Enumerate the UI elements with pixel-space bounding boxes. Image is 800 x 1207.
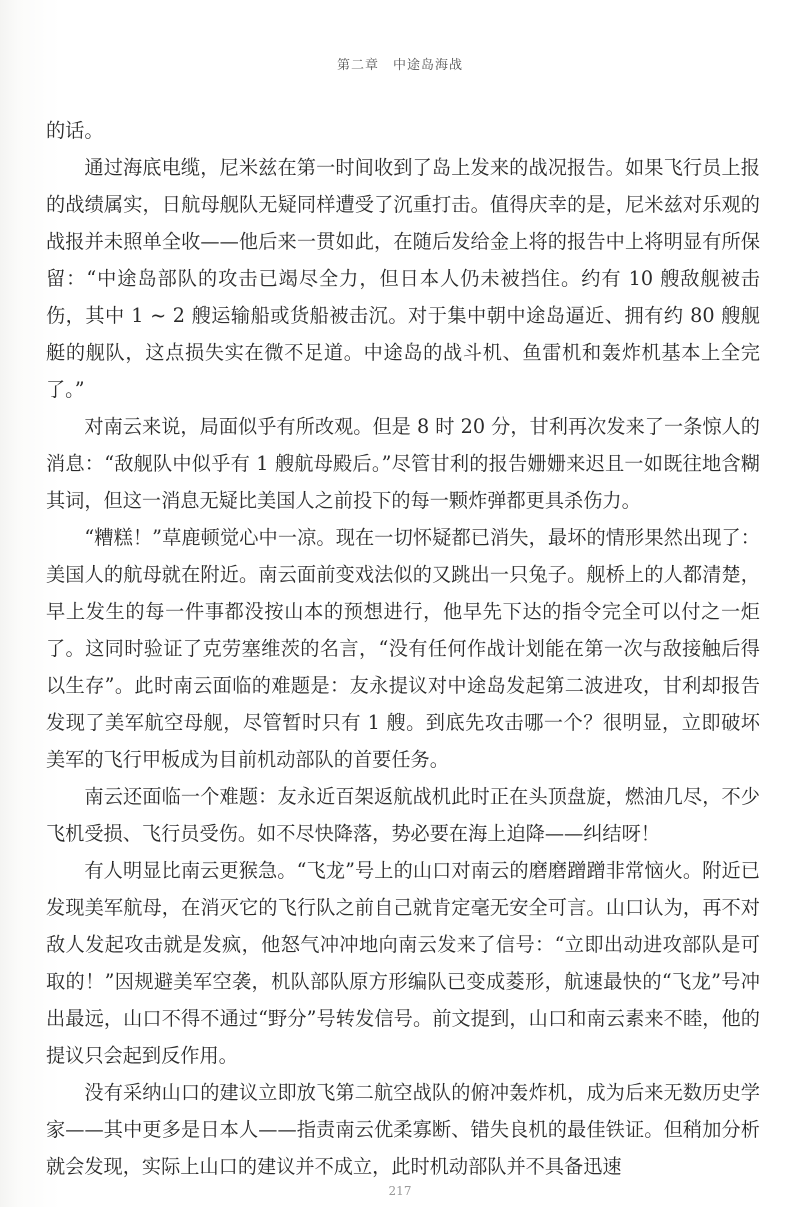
- paragraph: 通过海底电缆，尼米兹在第一时间收到了岛上发来的战况报告。如果飞行员上报的战绩属实，日航母舰队无疑同样遭受了沉重打击。值得庆幸的是，尼米兹对乐观的战报并未照单全收——他后来一贯如此，在随后发给金上将的报告中上将明显有所保留：“中途岛部队的攻击已竭尽全力，但日本人仍未被挡住。约有 10 艘敌舰被击伤，其中 1 ~ 2 艘运输船或货船被击沉。对于集中朝中途岛逼近、拥有约 80 艘舰艇的舰队，这点损失实在微不足道。中途岛的战斗机、鱼雷机和轰炸机基本上全完了。”: [46, 156, 760, 401]
- paragraph: 没有采纳山口的建议立即放飞第二航空战队的俯冲轰炸机，成为后来无数历史学家——其中更多是日本人——指责南云优柔寡断、错失良机的最佳铁证。但稍加分析就会发现，实际上山口的建议并不成立，此时机动部队并不具备迅速: [46, 1081, 760, 1178]
- body-text: [46, 112, 760, 1185]
- paragraph: “糟糕！”草鹿顿觉心中一凉。现在一切怀疑都已消失，最坏的情形果然出现了：美国人的航母就在附近。南云面前变戏法似的又跳出一只兔子。舰桥上的人都清楚，早上发生的每一件事都没按山本的预想进行，他早先下达的指令完全可以付之一炬了。这同时验证了克劳塞维茨的名言，“没有任何作战计划能在第一次与敌接触后得以生存”。此时南云面临的难题是：友永提议对中途岛发起第二波进攻，甘利却报告发现了美军航空母舰，尽管暂时只有 1 艘。到底先攻击哪一个？很明显，立即破坏美军的飞行甲板成为目前机动部队的首要任务。: [46, 526, 760, 771]
- paragraph: 对南云来说，局面似乎有所改观。但是 8 时 20 分，甘利再次发来了一条惊人的消息：“敌舰队中似乎有 1 艘航母殿后。”尽管甘利的报告姗姗来迟且一如既往地含糊其词，但这一消息无疑比美国人之前投下的每一颗炸弹都更具杀伤力。: [46, 415, 760, 512]
- page-number: 217: [388, 1184, 412, 1198]
- paragraph-continuation: 的话。: [46, 119, 104, 142]
- paragraph: 有人明显比南云更猴急。“飞龙”号上的山口对南云的磨磨蹭蹭非常恼火。附近已发现美军航母，在消灭它的飞行队之前自己就肯定毫无安全可言。山口认为，再不对敌人发起攻击就是发疯，他怒气冲冲地向南云发来了信号：“立即出动进攻部队是可取的！”因规避美军空袭，机队部队原方形编队已变成菱形，航速最快的“飞龙”号冲出最远，山口不得不通过“野分”号转发信号。前文提到，山口和南云素来不睦，他的提议只会起到反作用。: [46, 859, 760, 1067]
- paragraph: 南云还面临一个难题：友永近百架返航战机此时正在头顶盘旋，燃油几尽，不少飞机受损、飞行员受伤。如不尽快降落，势必要在海上迫降——纠结呀！: [46, 785, 760, 845]
- running-header: 第二章 中途岛海战: [336, 58, 463, 73]
